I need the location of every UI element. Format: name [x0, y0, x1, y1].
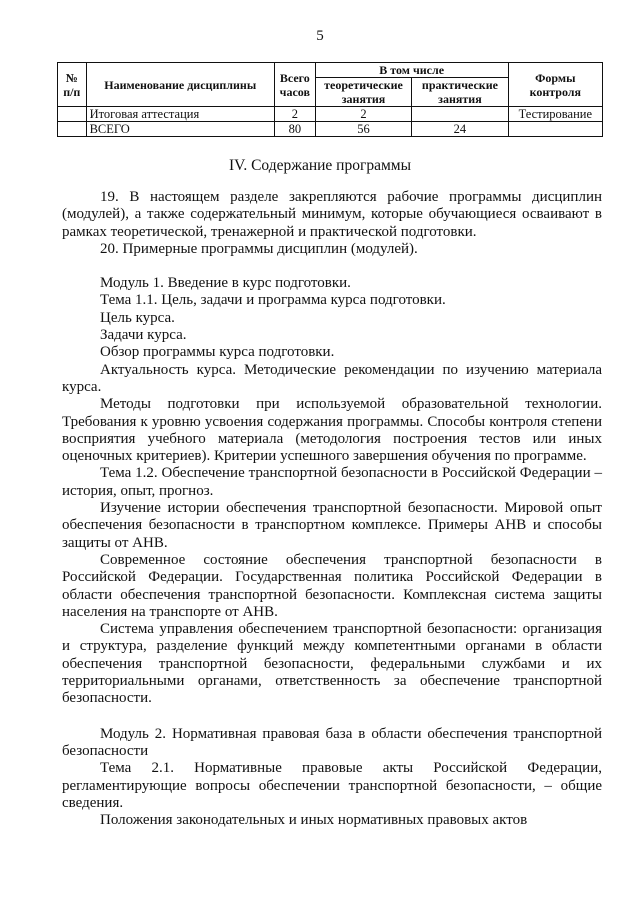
- cell-theory: 2: [315, 107, 412, 122]
- cell-control: Тестирование: [508, 107, 602, 122]
- header-including: В том числе: [315, 63, 508, 78]
- cell-total: 2: [274, 107, 315, 122]
- cell-control: [508, 122, 602, 137]
- disciplines-table: [57, 62, 603, 137]
- header-total: Всего часов: [274, 63, 315, 107]
- header-practice: практические занятия: [412, 78, 508, 107]
- history-paragraph: Изучение истории обеспечения транспортной безопасности. Мировой опыт обеспечения безопасности в транспортном комплексе. Примеры АНВ и способы защиты от АНВ.: [62, 500, 602, 551]
- header-name: Наименование дисциплины: [86, 63, 274, 107]
- section-title: IV. Содержание программы: [228, 157, 411, 174]
- topic-2-1-heading: Тема 2.1. Нормативные правовые акты Российской Федерации, регламентирующие вопросы обеспечении транспортной безопасности, – общие сведения.: [62, 760, 602, 811]
- relevance-paragraph: Актуальность курса. Методические рекомендации по изучению материала курса.: [62, 361, 602, 395]
- program-overview: Обзор программы курса подготовки.: [100, 344, 335, 361]
- course-goal: Цель курса.: [100, 309, 175, 326]
- table-row: [58, 122, 603, 137]
- page-number: 5: [316, 28, 324, 44]
- cell-num: [58, 107, 87, 122]
- table-header-row: [58, 63, 603, 78]
- methods-paragraph: Методы подготовки при используемой образовательной технологии. Требования к уровню усвоения содержания программы. Способы контроля степени восприятия учебного материала (методология построения тестов или иных оценочных критериев). Критерии успешного завершения обучения по программе.: [62, 396, 602, 465]
- cell-practice: 24: [412, 122, 508, 137]
- topic-1-1-heading: Тема 1.1. Цель, задачи и программа курса подготовки.: [100, 292, 446, 309]
- paragraph-20: 20. Примерные программы дисциплин (модулей).: [100, 240, 418, 257]
- current-state-paragraph: Современное состояние обеспечения транспортной безопасности в Российской Федерации. Государственная политика Российской Федерации в области обеспечения транспортной безопасности. Комплексная система защиты населения на транспорте от АНВ.: [62, 551, 602, 620]
- topic-1-2-heading: Тема 1.2. Обеспечение транспортной безопасности в Российской Федерации – история, опыт, прогноз.: [62, 465, 602, 499]
- management-system-paragraph: Система управления обеспечением транспортной безопасности: организация и структура, разделение функций между компетентными органами в области обеспечения транспортной безопасности, федеральными службами и их территориальными органами, ответственность за обеспечение транспортной безопасности.: [62, 621, 602, 707]
- course-tasks: Задачи курса.: [100, 327, 187, 344]
- cell-name: Итоговая аттестация: [86, 107, 274, 122]
- module-2-heading: Модуль 2. Нормативная правовая база в области обеспечения транспортной безопасности: [62, 725, 602, 759]
- cell-name: ВСЕГО: [86, 122, 274, 137]
- cell-total: 80: [274, 122, 315, 137]
- paragraph-19: 19. В настоящем разделе закрепляются рабочие программы дисциплин (модулей), а также содержательный минимум, которые обучающиеся осваивают в рамках теоретической, тренажерной и практической подготовки.: [62, 189, 602, 240]
- header-control: Формы контроля: [508, 63, 602, 107]
- program-content: [62, 189, 602, 829]
- provisions-paragraph: Положения законодательных и иных нормативных правовых актов: [100, 812, 528, 829]
- table-row: [58, 107, 603, 122]
- cell-num: [58, 122, 87, 137]
- header-theory: теоретические занятия: [315, 78, 412, 107]
- header-num: № п/п: [58, 63, 87, 107]
- cell-theory: 56: [315, 122, 412, 137]
- cell-practice: [412, 107, 508, 122]
- module-1-heading: Модуль 1. Введение в курс подготовки.: [100, 275, 351, 292]
